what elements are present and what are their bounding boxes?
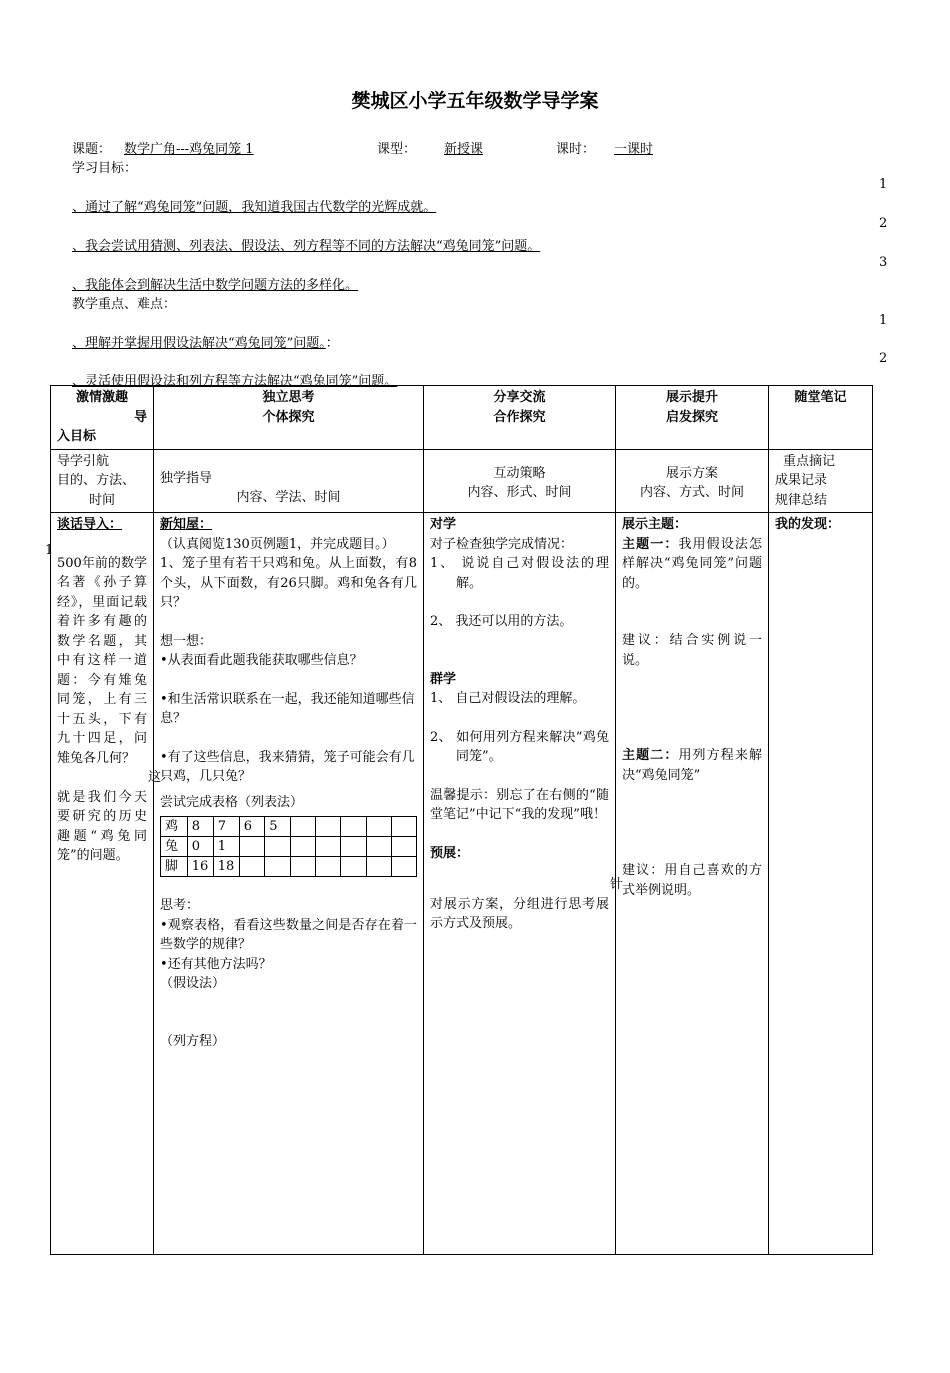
grid-cell[interactable] (316, 837, 341, 857)
grid-row-rabbit (161, 837, 417, 857)
guide-table (45, 385, 873, 1255)
keypoint-item-2: 、灵活使用假设法和列方程等方法解决“鸡兔同笼”问题。 (72, 374, 398, 389)
objective-item-2: 、我会尝试用猜测、列表法、假设法、列方程等不同的方法解决“鸡兔同笼”问题。 (72, 239, 541, 254)
type-label: 课型： (377, 142, 417, 157)
grid-cell[interactable]: 16 (187, 857, 213, 877)
content-col2: 新知屋： （认真阅览130页例题1，并完成题目。） 1、笼子里有若干只鸡和兔。从上面数，有8个头，从下面数，有26只脚。鸡和兔各有几只？ 想一想： •从表面看此题我能获取哪些信息？ •和生活常识联系在一起，我还能知道哪些信息？ •有了这些信息，我来猜猜，笼子可能会有几只鸡，几只兔？ 尝试完成表格（列表法） 鸡 8 7 6 5 兔 0 1 脚 16 18 思考： •观察表格，看看这些数量之间是否存在着一些数学的规律？ •还有其他方法吗？ （假设法） （列方程） (154, 513, 424, 1255)
grid-cell: 脚 (161, 857, 188, 877)
objective-number-1: 1 (879, 177, 888, 192)
keypoint-number-1: 1 (879, 313, 888, 328)
content-col4: 展示主题： 主题一：我用假设法怎样解决“鸡兔同笼”问题的。 建议：结合实例说一说。 主题二：用列方程来解决“鸡兔同笼” 建议：用自己喜欢的方式举例说明。 (616, 513, 769, 1255)
grid-cell[interactable] (316, 817, 341, 837)
subheader-col1: 导学引航 目的、方法、 时间 (51, 449, 154, 513)
topic-label: 课题： (72, 142, 112, 157)
period-label: 课时： (556, 142, 596, 157)
header-col3: 分享交流 合作探究 (424, 386, 616, 450)
subheader-col3: 互动策略 内容、形式、时间 (424, 449, 616, 513)
period-value: 一课时 (614, 142, 654, 157)
grid-cell[interactable] (239, 837, 265, 857)
grid-cell[interactable] (290, 817, 315, 837)
grid-cell[interactable]: 8 (187, 817, 213, 837)
type-value: 新授课 (444, 142, 484, 157)
objective-number-2: 2 (879, 216, 888, 231)
header-col2: 独立思考 个体探究 (154, 386, 424, 450)
grid-cell[interactable] (341, 817, 366, 837)
grid-cell: 鸡 (161, 817, 188, 837)
grid-cell: 兔 (161, 837, 188, 857)
grid-cell[interactable] (366, 857, 391, 877)
header-col4: 展示提升 启发探究 (616, 386, 769, 450)
objective-item-3: 、我能体会到解决生活中数学问题方法的多样化。 (72, 278, 359, 293)
keypoint-number-2: 2 (879, 351, 888, 366)
grid-cell[interactable] (391, 817, 416, 837)
grid-cell[interactable] (391, 837, 416, 857)
content-col1: 谈话导入： 1 500年前的数学名著《孙子算经》，里面记载着许多有趣的数学名题，其中有这样一道题：今有雉兔同笼，上有三十五头，下有九十四足，问雉兔各几何？ 这 就是我们今天要研究的历史趣题“鸡兔同笼”的问题。 (51, 513, 154, 1255)
header-col5: 随堂笔记 (769, 386, 873, 450)
grid-row-chicken (161, 817, 417, 837)
grid-cell[interactable] (290, 837, 315, 857)
subheader-col4: 展示方案 内容、方式、时间 (616, 449, 769, 513)
grid-cell[interactable]: 1 (213, 837, 239, 857)
grid-row-feet (161, 857, 417, 877)
grid-cell[interactable]: 7 (213, 817, 239, 837)
grid-cell[interactable] (391, 857, 416, 877)
objective-number-3: 3 (879, 255, 888, 270)
objective-item-1: 、通过了解“鸡兔同笼”问题，我知道我国古代数学的光辉成就。 (72, 200, 437, 215)
grid-cell[interactable] (265, 857, 291, 877)
grid-cell[interactable]: 0 (187, 837, 213, 857)
grid-cell[interactable] (239, 857, 265, 877)
content-col3: 对学 对子检查独学完成情况： 1、 说说自己对假设法的理解。 2、 我还可以用的方法。 群学 1、 自己对假设法的理解。 2、 如何用列方程来解决“鸡兔同笼”。 温馨提示：别忘了在右侧的“随堂笔记”中记下“我的发现”哦！ 预展： 针 对展示方案，分组进行思考展示方式及预展。 (424, 513, 616, 1255)
listing-grid (160, 816, 417, 877)
topic-value: 数学广角---鸡兔同笼 1 (124, 142, 254, 157)
grid-cell[interactable]: 5 (265, 817, 291, 837)
grid-cell[interactable] (366, 817, 391, 837)
objectives-heading: 学习目标： (72, 161, 138, 176)
keypoint-item-1: 、理解并掌握用假设法解决“鸡兔同笼”问题。： (72, 336, 339, 351)
page-title: 樊城区小学五年级数学导学案 (351, 90, 599, 112)
grid-cell[interactable]: 18 (213, 857, 239, 877)
keypoints-heading: 教学重点、难点： (72, 297, 177, 312)
subheader-col5: 重点摘记 成果记录 规律总结 (769, 449, 873, 513)
grid-cell[interactable] (290, 857, 315, 877)
header-col1: 激情激趣 导 入目标 (51, 386, 154, 450)
subheader-row (51, 449, 873, 513)
grid-cell[interactable]: 6 (239, 817, 265, 837)
grid-cell[interactable] (265, 837, 291, 857)
grid-cell[interactable] (366, 837, 391, 857)
grid-cell[interactable] (341, 837, 366, 857)
content-row (51, 513, 873, 1255)
grid-cell[interactable] (316, 857, 341, 877)
header-row (51, 386, 873, 450)
stray-number: 1 (45, 542, 54, 558)
grid-cell[interactable] (341, 857, 366, 877)
subheader-col2: 独学指导 内容、学法、时间 (154, 449, 424, 513)
content-col5: 我的发现： (769, 513, 873, 1255)
